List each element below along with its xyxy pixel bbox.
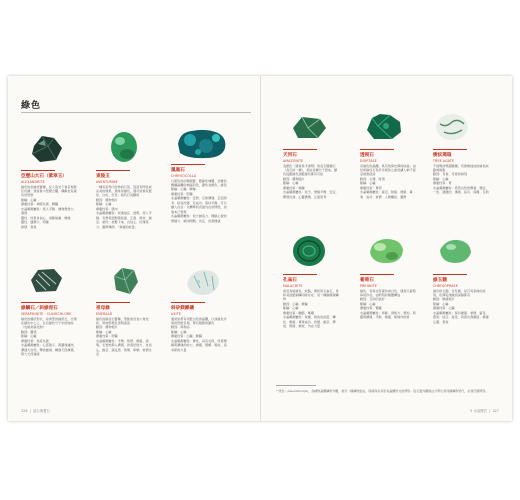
malachite-image	[290, 234, 328, 268]
gem-description: 綠色的綠柱石寶種，型態常見為六角柱狀，質地堅硬且透明度高 動因：禮物相片 脈輪：心輪 療癒性質：肝臟 水晶藥劑屬性：平衡、智慧、療癒、透明，忠實地與人溝通、改善記憶力、自信心、創意、滿足感、熱情、和解、愛情生活	[96, 316, 152, 357]
entry-rule	[433, 149, 467, 150]
entry-tree-agate	[433, 149, 489, 195]
entry-prehnite	[360, 274, 416, 320]
entry-rule	[96, 302, 130, 303]
chrysocolla-image	[176, 128, 228, 160]
gem-name-zh: 綠鱗石／斜綠泥石	[21, 306, 58, 311]
running-head: 5 水晶療法	[470, 409, 488, 413]
chrysoprase-image	[436, 236, 474, 266]
seraphinite-image	[28, 266, 64, 294]
entry-chrysoprase	[433, 274, 489, 324]
entry-dioptase	[360, 149, 416, 199]
entry-axite	[171, 302, 227, 352]
gem-name-zh: 樹紋瑪瑙	[433, 153, 452, 158]
left-folio: 326 | 晶石與寶石	[21, 409, 50, 413]
entry-alexandrite	[21, 170, 77, 229]
gem-name-zh: 天河石	[283, 153, 297, 158]
gem-description: 綠色的玉髓，含有鎳，是石英家族的成員，色澤從淺綠到深綠都有 動因：療癒相片 脈輪：心輪 療癒性質：心臟 水晶藥劑屬性：保持健康、愛情、富足、寬恕、信任、接受、改善自我價值、療癒心靈、喜悅	[433, 288, 489, 324]
gem-name-en: MALACHITE	[283, 283, 303, 288]
gem-name-en: CHRYSOCOLLA	[171, 173, 197, 178]
gem-name-zh: 綠玉髓	[433, 278, 447, 283]
running-head: 晶石與寶石	[32, 409, 50, 413]
page-number: 327	[492, 409, 499, 413]
entry-rule	[360, 149, 394, 150]
gem-name-zh: 亞歷山大石（紫翠玉）	[21, 174, 67, 179]
gem-name-zh: 東陵玉	[96, 174, 110, 179]
entry-rule	[283, 149, 317, 150]
gem-name-en: EMERALD	[96, 311, 113, 316]
gem-name-en: ALEXANDRITE	[21, 179, 45, 184]
prehnite-image	[366, 236, 406, 266]
entry-amazonite	[283, 149, 339, 199]
alexandrite-image	[30, 134, 64, 164]
gem-name-en: AMAZONITE	[283, 158, 304, 163]
gem-description: 綠色的層狀形式，是典型的綠泥石，出現在綠色中心上，在有綠色分子中的斑紋（也就是碳化物） 動因：靈感 脈輪：心輪 療癒性質：免疫系統 水晶藥劑屬性：心霊啟示、與靈魂連結、溝通大自然、釋放創傷、暢通天使溝通、與大天使連接	[21, 316, 77, 357]
entry-rule	[96, 170, 130, 171]
title-rule	[21, 112, 251, 113]
gem-name-zh: 祖母綠	[96, 306, 110, 311]
gem-name-en: CHRYSOPRASE	[433, 283, 458, 288]
entry-rule	[433, 274, 467, 275]
entry-rule	[283, 274, 317, 275]
gem-description: 常見為暗綠色，紋路，層狀的孔雀石，常和其他藍銅礦同時存在；是一種碳酸銅礦物 動因：心輪、喉輪 脈輪：心輪 療癒性質：關節、喉嚨 水晶藥劑屬性：保護、吸收負能量、轉化、療癒、事業成功、改變、創意、釋放、情緒、解放、內在力量	[283, 288, 339, 329]
gem-description: 亮綠色的晶體，具有玻璃光澤的結晶；由於和綠柱石有許多相似之處而讓人稍不留意就會混淆 動因：主題、特別 脈輪：心輪 療癒性質：胃部 水晶藥劑屬性：富足、財富、健康、事業、成功、愛情、人際關係、靈修	[360, 163, 416, 199]
gem-description: 一種有雲母內含物的石英，因而有閃亮或完美的效果，通常是綠色，還可能會有藍色、白色、紅色；時代石英顆粒 動因：禮物相片 脈輪：心輪 療癒性質：肌肉 水晶藥劑屬性：快速信任、透明、使人平靜、有勇氣面對陰暗面、正面、熱忱、創意、愛你；放鬆下來、自信心、好運等力、靈修導師、「貪婪的能量」	[96, 184, 152, 229]
gem-name-zh: 斜矽鎂鎳礦	[171, 306, 194, 311]
axite-image	[184, 266, 222, 298]
gem-name-zh: 鳳凰石	[171, 168, 185, 173]
dioptase-image	[364, 110, 404, 142]
amazonite-image	[290, 114, 328, 140]
entry-rule	[21, 302, 55, 303]
gem-name-zh: 葡萄石	[360, 278, 374, 283]
entry-rule	[171, 164, 205, 165]
gem-description: 綠色，有時也有黃色或白色，通常以葡萄串狀存在，由鈣鋁矽酸鹽構成 動因：互助的美好 脈輪：心輪 療癒性質：腎臟 水晶藥劑屬性：寧靜、洞察力、預知、與靈界溝通、平靜、療癒、無條件的愛	[360, 288, 416, 320]
footnote-rule	[276, 385, 316, 386]
gem-description: 以藍色的矽酸銅寶、藍綠色塊體、含雜色鐵礦晶體的地區附近，顏色為藍色、綠色 脈輪：心輪、喉輪 療癒性質：肝臟 水晶藥劑屬性：安慰、互助溝通、正面思考、接受改變、有成功；保持平靜、可以讓人自在：以精準的表達內在的情感，加速本已實現 水晶藥劑屬性：放大創造力、開啟心智的情緒力、解決問題、肯定、改善健康	[171, 178, 227, 223]
footnote: * 原註：pseudomorph，為種物晶體礦物外觀，被另一種礦物組成，同時保存其原有晶體形式的情形。從石頭外觀無法分辨出是何種礦物替代，必須仔細辨別。	[276, 389, 489, 393]
entry-rule	[171, 302, 205, 303]
tree-agate-image	[434, 112, 470, 142]
gem-name-en: TREE AGATE	[433, 158, 455, 163]
entry-chrysocolla	[171, 164, 227, 223]
entry-aventurine	[96, 170, 152, 229]
gem-name-zh: 孔雀石	[283, 278, 297, 283]
entry-malachite	[283, 274, 339, 329]
gem-name-zh: 透視石	[360, 153, 374, 158]
gem-name-en: AXITE	[171, 311, 181, 316]
gem-name-en: SERAPHINITE · CLINOCHLORE	[21, 311, 72, 316]
entry-rule	[360, 274, 394, 275]
entry-rule	[21, 170, 55, 171]
gem-description: 不透明的瑪瑙變種，有像樹枝紋的綠色紋路或斑點 動因：有愛、可愛的時刻 脈輪：心輪 療癒性質：胃 水晶藥劑屬性：感恩自然的豐富、穩定、一致、溫暖的、遷就、指引、保護、互助	[433, 163, 489, 195]
gem-description: 為藍色（通常是半透明）的長石變種石（長石的一種），是由各種分子組成，顏色從藍綠色到藍綠色都有可能 動因：禮物圖片 脈輪：心輪 療癒性質：喉嚨 水晶藥劑屬性：給予、情緒平衡、安定、開發自我、心靈溝通、正面思考	[283, 163, 339, 199]
page-gutter	[260, 76, 261, 421]
entry-seraphinite	[21, 302, 77, 357]
page-title: 綠色	[21, 101, 42, 111]
gem-name-en: AVENTURINE	[96, 179, 118, 184]
gem-name-en: PREHNITE	[360, 283, 377, 288]
page-number: 326	[21, 409, 28, 413]
aventurine-image	[108, 130, 140, 164]
gem-name-en: DIOPTASE	[360, 158, 377, 163]
gem-description: 通常是帶有亮藍白色的晶體，以淡綠色外貌的型態呈現，帶有陰影的顏色 動因：與物品 脈輪：心輪 療癒性質：心臟、肺臟 水晶藥劑屬性：禪坐，具有支撐、改善理解與溝通的能力，療癒，理解、吸收、追求新的力量	[171, 316, 227, 352]
gem-description: 綠色的金綠柱寶種，在人造光下會呈現紫紅色調；通常會小型聚合體，偶爾也有綠色的型態 脈輪：心輪 療癒性質：神經系統、脾臟 水晶藥劑屬性：使人平靜、增進想像力、激發 靈性、改善自信心、消除焦慮、增進 靈性、適應力、明確 熱情、喜悅	[21, 184, 77, 229]
book-spread	[8, 76, 512, 421]
emerald-image	[110, 266, 140, 296]
right-folio: 5 水晶療法 | 327	[470, 409, 499, 413]
entry-emerald	[96, 302, 152, 357]
